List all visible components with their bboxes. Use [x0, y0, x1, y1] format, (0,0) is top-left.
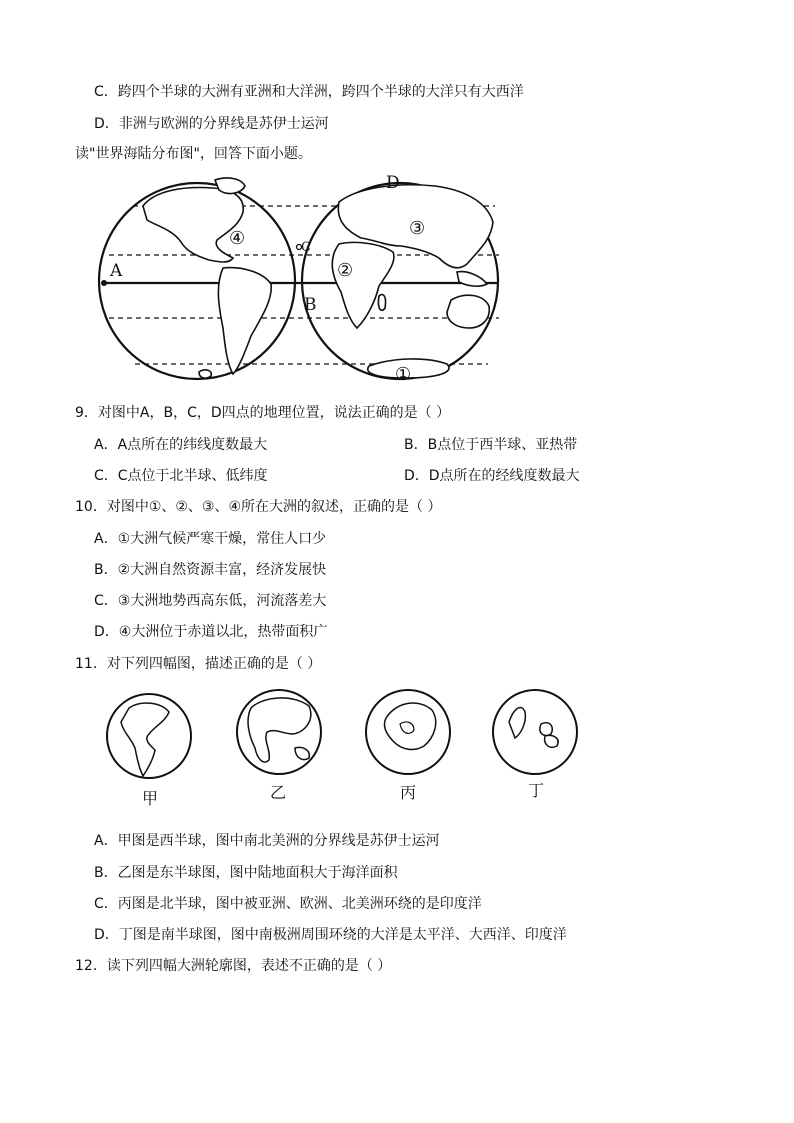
q11-stem: 11．对下列四幅图，描述正确的是（ ） [75, 656, 322, 672]
world-map [95, 168, 515, 393]
south-america-shape [218, 268, 271, 374]
q9-stem: 9．对图中A，B，C，D四点的地理位置，说法正确的是（ ） [75, 405, 451, 421]
continent-1-label: ① [395, 364, 412, 385]
q10-option-a: A．①大洲气候严寒干燥，常住人口少 [94, 531, 327, 547]
q9-option-b: B．B点位于西半球、亚热带 [404, 437, 578, 453]
prev-option-c: C．跨四个半球的大洲有亚洲和大洋洲，跨四个半球的大洋只有大西洋 [94, 84, 524, 100]
continent-2-label: ② [337, 260, 354, 281]
q9-option-a: A．A点所在的纬线度数最大 [94, 437, 268, 453]
q11-option-b: B．乙图是东半球图，图中陆地面积大于海洋面积 [94, 865, 398, 881]
africa-shape [332, 242, 394, 328]
globe-yi [235, 688, 325, 778]
q9-option-c: C．C点位于北半球、低纬度 [94, 468, 268, 484]
australia-shape [447, 295, 489, 328]
globe-label-jia: 甲 [141, 789, 158, 808]
globe-label-ding: 丁 [527, 781, 544, 800]
q12-stem: 12．读下列四幅大洲轮廓图，表述不正确的是（ ） [75, 958, 392, 974]
q10-option-c: C．③大洲地势西高东低，河流落差大 [94, 593, 327, 609]
q10-option-b: B．②大洲自然资源丰富，经济发展快 [94, 562, 327, 578]
q9-option-d: D．D点所在的经线度数最大 [404, 468, 580, 484]
globe-label-yi: 乙 [269, 783, 286, 802]
map-intro: 读"世界海陆分布图"，回答下面小题。 [75, 146, 312, 162]
point-c-label: C [301, 240, 311, 255]
continent-3-label: ③ [409, 218, 426, 239]
north-america-shape [143, 188, 246, 262]
globe-jia [105, 692, 195, 782]
globe-label-bing: 丙 [399, 783, 416, 802]
globe-ding [491, 688, 581, 778]
point-b-label: B [304, 295, 317, 315]
point-d-label: D [386, 173, 400, 193]
q11-option-c: C．丙图是北半球，图中被亚洲、欧洲、北美洲环绕的是印度洋 [94, 896, 482, 912]
q10-stem: 10．对图中①、②、③、④所在大洲的叙述，正确的是（ ） [75, 499, 442, 515]
point-a-label: A [110, 261, 123, 281]
q11-option-d: D．丁图是南半球图，图中南极洲周围环绕的大洋是太平洋、大西洋、印度洋 [94, 927, 567, 943]
prev-option-d: D．非洲与欧洲的分界线是苏伊士运河 [94, 116, 329, 132]
q10-option-d: D．④大洲位于赤道以北，热带面积广 [94, 624, 328, 640]
q11-option-a: A．甲图是西半球，图中南北美洲的分界线是苏伊士运河 [94, 833, 440, 849]
globe-bing [364, 688, 454, 778]
continent-4-label: ④ [229, 228, 246, 249]
